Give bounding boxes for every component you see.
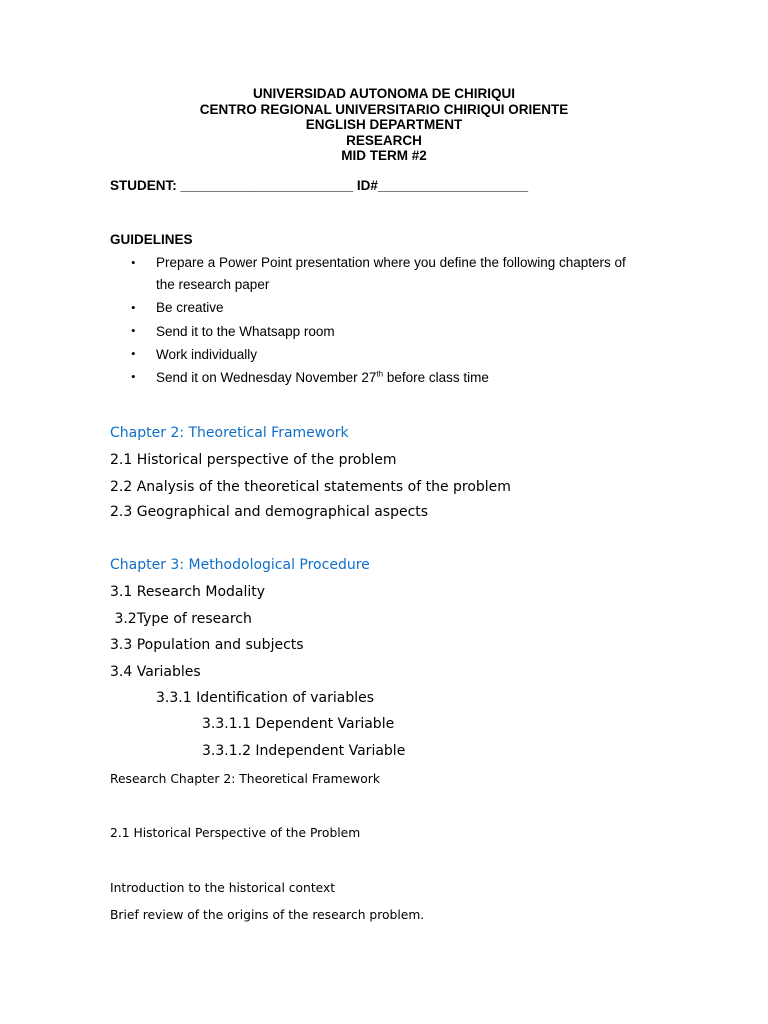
bullet-icon: • xyxy=(131,369,136,384)
guideline-item: Send it to the Whatsapp room xyxy=(156,324,335,339)
guideline-item-continuation: the research paper xyxy=(156,277,270,292)
course-name: RESEARCH xyxy=(346,132,422,148)
bullet-icon: • xyxy=(131,255,136,270)
chapter-2-item: 2.1 Historical perspective of the problem xyxy=(110,452,397,468)
chapter-3-item: 3.1 Research Modality xyxy=(110,584,266,600)
bullet-icon: • xyxy=(131,346,136,361)
university-name: UNIVERSIDAD AUTONOMA DE CHIRIQUI xyxy=(252,86,515,101)
notes-line: Introduction to the historical context xyxy=(110,881,336,895)
regional-center: CENTRO REGIONAL UNIVERSITARIO CHIRIQUI ORIENTE xyxy=(199,101,569,117)
chapter-2-item: 2.3 Geographical and demographical aspects xyxy=(110,504,429,520)
chapter-3-subsubitem: 3.3.1.2 Independent Variable xyxy=(202,743,406,759)
guideline-item: Prepare a Power Point presentation where you define the following chapters of xyxy=(156,255,626,270)
guidelines-title: GUIDELINES xyxy=(110,232,193,247)
notes-line: Brief review of the origins of the research problem. xyxy=(110,908,425,922)
notes-subheading: 2.1 Historical Perspective of the Problem xyxy=(110,826,361,840)
ordinal-suffix: th xyxy=(376,369,384,379)
chapter-2-heading: Chapter 2: Theoretical Framework xyxy=(110,425,349,441)
deadline-text: Send it on Wednesday November 27 xyxy=(156,370,377,385)
chapter-3-item: 3.2Type of research xyxy=(110,611,252,627)
guideline-item: Work individually xyxy=(156,347,258,362)
student-id-line: STUDENT: _______________________ ID#____________________ xyxy=(110,178,529,193)
chapter-3-item: 3.4 Variables xyxy=(110,664,201,680)
chapter-3-subitem: 3.3.1 Identification of variables xyxy=(156,690,375,706)
guideline-item-deadline xyxy=(156,367,489,389)
guideline-item: Be creative xyxy=(156,300,224,315)
bullet-icon: • xyxy=(131,323,136,338)
bullet-icon: • xyxy=(131,300,136,315)
chapter-3-item: 3.3 Population and subjects xyxy=(110,637,304,653)
chapter-3-subsubitem: 3.3.1.1 Dependent Variable xyxy=(202,716,395,732)
chapter-2-item: 2.2 Analysis of the theoretical statements of the problem xyxy=(110,479,511,495)
notes-heading: Research Chapter 2: Theoretical Framework xyxy=(110,772,380,786)
chapter-3-heading: Chapter 3: Methodological Procedure xyxy=(110,557,370,573)
department-name: ENGLISH DEPARTMENT xyxy=(305,117,463,132)
exam-title: MID TERM #2 xyxy=(341,148,427,163)
deadline-tail: before class time xyxy=(383,370,489,385)
